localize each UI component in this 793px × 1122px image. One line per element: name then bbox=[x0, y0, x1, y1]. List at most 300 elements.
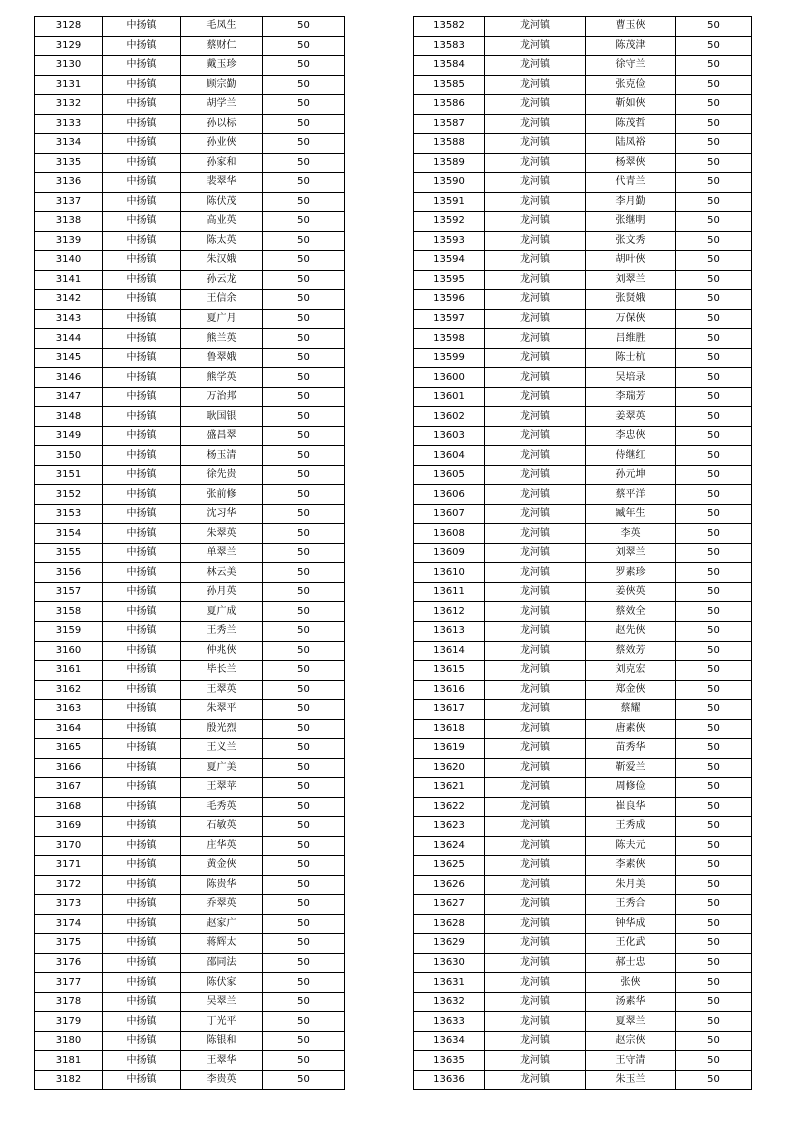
cell-name: 陆凤裕 bbox=[586, 134, 676, 154]
table-row bbox=[414, 914, 752, 934]
cell-amount: 50 bbox=[263, 914, 345, 934]
cell-id: 13634 bbox=[414, 1031, 485, 1051]
table-row bbox=[35, 700, 345, 720]
cell-town: 中扬镇 bbox=[103, 75, 181, 95]
cell-name: 苗秀华 bbox=[586, 739, 676, 759]
cell-town: 中扬镇 bbox=[103, 563, 181, 583]
table-row bbox=[35, 934, 345, 954]
cell-name: 耿国银 bbox=[181, 407, 263, 427]
cell-amount: 50 bbox=[263, 758, 345, 778]
cell-amount: 50 bbox=[676, 602, 752, 622]
cell-id: 13623 bbox=[414, 817, 485, 837]
cell-town: 龙河镇 bbox=[485, 680, 586, 700]
table-row bbox=[414, 17, 752, 37]
cell-town: 中扬镇 bbox=[103, 875, 181, 895]
cell-id: 3155 bbox=[35, 543, 103, 563]
cell-amount: 50 bbox=[676, 485, 752, 505]
cell-id: 3145 bbox=[35, 348, 103, 368]
cell-town: 龙河镇 bbox=[485, 602, 586, 622]
cell-amount: 50 bbox=[263, 992, 345, 1012]
cell-id: 3136 bbox=[35, 173, 103, 193]
cell-name: 仲兆俠 bbox=[181, 641, 263, 661]
cell-id: 13602 bbox=[414, 407, 485, 427]
cell-name: 吴培录 bbox=[586, 368, 676, 388]
cell-amount: 50 bbox=[263, 251, 345, 271]
cell-name: 陈银和 bbox=[181, 1031, 263, 1051]
cell-id: 3180 bbox=[35, 1031, 103, 1051]
cell-name: 钟华成 bbox=[586, 914, 676, 934]
cell-name: 蔡耀 bbox=[586, 700, 676, 720]
cell-town: 龙河镇 bbox=[485, 934, 586, 954]
cell-id: 3150 bbox=[35, 446, 103, 466]
table-row bbox=[414, 836, 752, 856]
cell-amount: 50 bbox=[676, 173, 752, 193]
cell-name: 徐先贵 bbox=[181, 465, 263, 485]
cell-town: 龙河镇 bbox=[485, 953, 586, 973]
cell-id: 3142 bbox=[35, 290, 103, 310]
cell-id: 13614 bbox=[414, 641, 485, 661]
cell-amount: 50 bbox=[676, 407, 752, 427]
cell-name: 王翠英 bbox=[181, 680, 263, 700]
cell-name: 刘翠兰 bbox=[586, 543, 676, 563]
cell-town: 中扬镇 bbox=[103, 739, 181, 759]
table-row bbox=[35, 290, 345, 310]
table-row bbox=[35, 173, 345, 193]
cell-name: 蒋辉太 bbox=[181, 934, 263, 954]
cell-amount: 50 bbox=[263, 797, 345, 817]
cell-id: 13621 bbox=[414, 778, 485, 798]
cell-id: 3141 bbox=[35, 270, 103, 290]
cell-town: 龙河镇 bbox=[485, 387, 586, 407]
table-row bbox=[414, 621, 752, 641]
cell-name: 郝士忠 bbox=[586, 953, 676, 973]
cell-amount: 50 bbox=[676, 446, 752, 466]
cell-amount: 50 bbox=[676, 368, 752, 388]
cell-id: 13633 bbox=[414, 1012, 485, 1032]
cell-name: 孙云龙 bbox=[181, 270, 263, 290]
cell-amount: 50 bbox=[263, 329, 345, 349]
cell-id: 13598 bbox=[414, 329, 485, 349]
cell-name: 熊兰英 bbox=[181, 329, 263, 349]
cell-town: 中扬镇 bbox=[103, 485, 181, 505]
cell-name: 王守清 bbox=[586, 1051, 676, 1071]
cell-name: 陈夫元 bbox=[586, 836, 676, 856]
cell-id: 3175 bbox=[35, 934, 103, 954]
cell-town: 龙河镇 bbox=[485, 895, 586, 915]
cell-id: 3174 bbox=[35, 914, 103, 934]
cell-town: 中扬镇 bbox=[103, 95, 181, 115]
cell-id: 3138 bbox=[35, 212, 103, 232]
table-row bbox=[35, 1070, 345, 1090]
cell-name: 蔡财仁 bbox=[181, 36, 263, 56]
cell-name: 张俠 bbox=[586, 973, 676, 993]
table-row bbox=[35, 251, 345, 271]
cell-town: 中扬镇 bbox=[103, 953, 181, 973]
cell-id: 13605 bbox=[414, 465, 485, 485]
table-row bbox=[35, 953, 345, 973]
cell-amount: 50 bbox=[263, 173, 345, 193]
cell-amount: 50 bbox=[676, 758, 752, 778]
cell-town: 中扬镇 bbox=[103, 836, 181, 856]
table-row bbox=[414, 426, 752, 446]
cell-town: 中扬镇 bbox=[103, 192, 181, 212]
cell-amount: 50 bbox=[263, 17, 345, 37]
cell-name: 庄华英 bbox=[181, 836, 263, 856]
table-row bbox=[414, 290, 752, 310]
cell-name: 吴翠兰 bbox=[181, 992, 263, 1012]
cell-id: 3156 bbox=[35, 563, 103, 583]
cell-name: 赵宗俠 bbox=[586, 1031, 676, 1051]
cell-town: 中扬镇 bbox=[103, 524, 181, 544]
table-row bbox=[414, 563, 752, 583]
cell-town: 龙河镇 bbox=[485, 290, 586, 310]
cell-town: 中扬镇 bbox=[103, 719, 181, 739]
cell-id: 13593 bbox=[414, 231, 485, 251]
cell-town: 中扬镇 bbox=[103, 504, 181, 524]
cell-amount: 50 bbox=[263, 446, 345, 466]
cell-amount: 50 bbox=[263, 114, 345, 134]
cell-id: 13607 bbox=[414, 504, 485, 524]
cell-name: 鲁翠娥 bbox=[181, 348, 263, 368]
cell-town: 中扬镇 bbox=[103, 661, 181, 681]
table-row bbox=[35, 856, 345, 876]
cell-id: 13630 bbox=[414, 953, 485, 973]
cell-id: 3172 bbox=[35, 875, 103, 895]
table-row bbox=[35, 56, 345, 76]
cell-id: 3164 bbox=[35, 719, 103, 739]
cell-town: 龙河镇 bbox=[485, 582, 586, 602]
cell-id: 3135 bbox=[35, 153, 103, 173]
cell-amount: 50 bbox=[263, 621, 345, 641]
cell-town: 中扬镇 bbox=[103, 778, 181, 798]
table-row bbox=[35, 992, 345, 1012]
cell-town: 龙河镇 bbox=[485, 914, 586, 934]
cell-name: 乔翠英 bbox=[181, 895, 263, 915]
cell-town: 龙河镇 bbox=[485, 348, 586, 368]
table-row bbox=[35, 797, 345, 817]
cell-amount: 50 bbox=[676, 36, 752, 56]
cell-town: 中扬镇 bbox=[103, 602, 181, 622]
cell-town: 中扬镇 bbox=[103, 56, 181, 76]
cell-name: 单翠兰 bbox=[181, 543, 263, 563]
cell-amount: 50 bbox=[263, 856, 345, 876]
cell-name: 戴玉珍 bbox=[181, 56, 263, 76]
cell-amount: 50 bbox=[263, 56, 345, 76]
table-row bbox=[414, 797, 752, 817]
table-row bbox=[35, 973, 345, 993]
cell-id: 3169 bbox=[35, 817, 103, 837]
cell-town: 中扬镇 bbox=[103, 153, 181, 173]
cell-id: 3162 bbox=[35, 680, 103, 700]
table-row bbox=[414, 309, 752, 329]
cell-id: 3171 bbox=[35, 856, 103, 876]
cell-name: 陈茂哲 bbox=[586, 114, 676, 134]
cell-name: 万保俠 bbox=[586, 309, 676, 329]
cell-name: 杨玉清 bbox=[181, 446, 263, 466]
table-row bbox=[414, 953, 752, 973]
cell-amount: 50 bbox=[676, 290, 752, 310]
cell-amount: 50 bbox=[263, 895, 345, 915]
table-row bbox=[414, 36, 752, 56]
cell-amount: 50 bbox=[263, 348, 345, 368]
cell-id: 13595 bbox=[414, 270, 485, 290]
cell-amount: 50 bbox=[676, 778, 752, 798]
table-row bbox=[35, 270, 345, 290]
cell-id: 13586 bbox=[414, 95, 485, 115]
cell-town: 中扬镇 bbox=[103, 407, 181, 427]
cell-name: 赵家广 bbox=[181, 914, 263, 934]
cell-town: 龙河镇 bbox=[485, 368, 586, 388]
cell-id: 3130 bbox=[35, 56, 103, 76]
cell-name: 崔良华 bbox=[586, 797, 676, 817]
cell-name: 王秀兰 bbox=[181, 621, 263, 641]
left-table bbox=[34, 16, 345, 1090]
table-row bbox=[414, 192, 752, 212]
table-row bbox=[414, 1012, 752, 1032]
cell-name: 姜俠英 bbox=[586, 582, 676, 602]
table-row bbox=[414, 504, 752, 524]
cell-town: 中扬镇 bbox=[103, 290, 181, 310]
cell-id: 13609 bbox=[414, 543, 485, 563]
table-row bbox=[414, 251, 752, 271]
cell-id: 3157 bbox=[35, 582, 103, 602]
cell-name: 陈伏茂 bbox=[181, 192, 263, 212]
cell-name: 李忠俠 bbox=[586, 426, 676, 446]
cell-town: 中扬镇 bbox=[103, 212, 181, 232]
cell-id: 13610 bbox=[414, 563, 485, 583]
cell-name: 张克俭 bbox=[586, 75, 676, 95]
cell-amount: 50 bbox=[676, 563, 752, 583]
cell-name: 李英 bbox=[586, 524, 676, 544]
cell-town: 龙河镇 bbox=[485, 856, 586, 876]
cell-town: 中扬镇 bbox=[103, 309, 181, 329]
cell-id: 3151 bbox=[35, 465, 103, 485]
cell-town: 龙河镇 bbox=[485, 95, 586, 115]
cell-id: 13635 bbox=[414, 1051, 485, 1071]
cell-name: 朱翠平 bbox=[181, 700, 263, 720]
cell-town: 龙河镇 bbox=[485, 329, 586, 349]
cell-id: 13606 bbox=[414, 485, 485, 505]
table-row bbox=[414, 348, 752, 368]
cell-town: 龙河镇 bbox=[485, 700, 586, 720]
cell-id: 13611 bbox=[414, 582, 485, 602]
cell-town: 中扬镇 bbox=[103, 895, 181, 915]
cell-town: 龙河镇 bbox=[485, 1031, 586, 1051]
cell-name: 张继明 bbox=[586, 212, 676, 232]
cell-name: 侍继红 bbox=[586, 446, 676, 466]
cell-id: 3128 bbox=[35, 17, 103, 37]
cell-id: 13616 bbox=[414, 680, 485, 700]
cell-amount: 50 bbox=[263, 836, 345, 856]
cell-name: 顾宗勤 bbox=[181, 75, 263, 95]
cell-name: 陈茂津 bbox=[586, 36, 676, 56]
cell-town: 中扬镇 bbox=[103, 680, 181, 700]
cell-name: 赵先俠 bbox=[586, 621, 676, 641]
cell-id: 13590 bbox=[414, 173, 485, 193]
cell-amount: 50 bbox=[676, 309, 752, 329]
table-row bbox=[414, 992, 752, 1012]
table-row bbox=[35, 582, 345, 602]
cell-town: 中扬镇 bbox=[103, 641, 181, 661]
cell-town: 中扬镇 bbox=[103, 856, 181, 876]
cell-amount: 50 bbox=[263, 134, 345, 154]
cell-amount: 50 bbox=[676, 797, 752, 817]
table-row bbox=[35, 348, 345, 368]
cell-name: 李贵英 bbox=[181, 1070, 263, 1090]
cell-amount: 50 bbox=[676, 641, 752, 661]
table-row bbox=[35, 914, 345, 934]
cell-amount: 50 bbox=[676, 17, 752, 37]
table-row bbox=[414, 758, 752, 778]
cell-name: 张文秀 bbox=[586, 231, 676, 251]
cell-name: 石敏英 bbox=[181, 817, 263, 837]
cell-town: 龙河镇 bbox=[485, 446, 586, 466]
cell-amount: 50 bbox=[263, 270, 345, 290]
cell-amount: 50 bbox=[263, 36, 345, 56]
cell-amount: 50 bbox=[263, 368, 345, 388]
cell-town: 龙河镇 bbox=[485, 173, 586, 193]
cell-id: 13585 bbox=[414, 75, 485, 95]
cell-name: 陈太英 bbox=[181, 231, 263, 251]
cell-name: 熊学英 bbox=[181, 368, 263, 388]
cell-amount: 50 bbox=[263, 953, 345, 973]
cell-town: 龙河镇 bbox=[485, 270, 586, 290]
cell-name: 毛凤生 bbox=[181, 17, 263, 37]
table-row bbox=[35, 563, 345, 583]
cell-amount: 50 bbox=[263, 95, 345, 115]
cell-amount: 50 bbox=[263, 582, 345, 602]
cell-amount: 50 bbox=[263, 1051, 345, 1071]
cell-town: 龙河镇 bbox=[485, 1070, 586, 1090]
cell-town: 中扬镇 bbox=[103, 582, 181, 602]
cell-town: 龙河镇 bbox=[485, 973, 586, 993]
cell-town: 龙河镇 bbox=[485, 407, 586, 427]
cell-id: 3158 bbox=[35, 602, 103, 622]
cell-amount: 50 bbox=[263, 212, 345, 232]
cell-id: 13591 bbox=[414, 192, 485, 212]
cell-id: 3178 bbox=[35, 992, 103, 1012]
cell-id: 13627 bbox=[414, 895, 485, 915]
cell-amount: 50 bbox=[676, 582, 752, 602]
table-row bbox=[414, 153, 752, 173]
table-row bbox=[414, 134, 752, 154]
table-row bbox=[35, 368, 345, 388]
table-row bbox=[414, 446, 752, 466]
cell-name: 李月勤 bbox=[586, 192, 676, 212]
cell-town: 龙河镇 bbox=[485, 212, 586, 232]
cell-amount: 50 bbox=[263, 934, 345, 954]
cell-name: 殷光烈 bbox=[181, 719, 263, 739]
cell-id: 3148 bbox=[35, 407, 103, 427]
cell-town: 中扬镇 bbox=[103, 368, 181, 388]
cell-town: 中扬镇 bbox=[103, 348, 181, 368]
cell-amount: 50 bbox=[263, 309, 345, 329]
table-row bbox=[35, 387, 345, 407]
table-row bbox=[414, 56, 752, 76]
table-row bbox=[414, 1070, 752, 1090]
cell-name: 夏翠兰 bbox=[586, 1012, 676, 1032]
cell-id: 3163 bbox=[35, 700, 103, 720]
table-row bbox=[35, 602, 345, 622]
table-row bbox=[414, 719, 752, 739]
cell-name: 王翠苹 bbox=[181, 778, 263, 798]
table-row bbox=[35, 836, 345, 856]
cell-town: 中扬镇 bbox=[103, 1012, 181, 1032]
cell-amount: 50 bbox=[676, 465, 752, 485]
cell-amount: 50 bbox=[263, 700, 345, 720]
cell-id: 3176 bbox=[35, 953, 103, 973]
table-row bbox=[35, 758, 345, 778]
table-row bbox=[35, 543, 345, 563]
cell-name: 吕维胜 bbox=[586, 329, 676, 349]
cell-name: 毕长兰 bbox=[181, 661, 263, 681]
table-row bbox=[35, 426, 345, 446]
cell-town: 龙河镇 bbox=[485, 426, 586, 446]
cell-id: 13618 bbox=[414, 719, 485, 739]
cell-id: 13601 bbox=[414, 387, 485, 407]
cell-town: 中扬镇 bbox=[103, 231, 181, 251]
cell-town: 龙河镇 bbox=[485, 524, 586, 544]
table-row bbox=[414, 700, 752, 720]
cell-amount: 50 bbox=[263, 387, 345, 407]
cell-town: 龙河镇 bbox=[485, 621, 586, 641]
cell-id: 13629 bbox=[414, 934, 485, 954]
table-row bbox=[35, 1031, 345, 1051]
cell-town: 龙河镇 bbox=[485, 251, 586, 271]
cell-id: 3167 bbox=[35, 778, 103, 798]
table-row bbox=[35, 875, 345, 895]
cell-town: 中扬镇 bbox=[103, 817, 181, 837]
table-row bbox=[35, 739, 345, 759]
cell-id: 3159 bbox=[35, 621, 103, 641]
cell-id: 3154 bbox=[35, 524, 103, 544]
cell-id: 13625 bbox=[414, 856, 485, 876]
cell-name: 周修俭 bbox=[586, 778, 676, 798]
cell-id: 3131 bbox=[35, 75, 103, 95]
cell-name: 朱玉兰 bbox=[586, 1070, 676, 1090]
cell-amount: 50 bbox=[676, 426, 752, 446]
cell-amount: 50 bbox=[263, 778, 345, 798]
cell-id: 13619 bbox=[414, 739, 485, 759]
table-row bbox=[414, 661, 752, 681]
cell-id: 13608 bbox=[414, 524, 485, 544]
cell-id: 3173 bbox=[35, 895, 103, 915]
cell-town: 中扬镇 bbox=[103, 270, 181, 290]
cell-town: 中扬镇 bbox=[103, 543, 181, 563]
table-row bbox=[414, 817, 752, 837]
cell-name: 姜翠英 bbox=[586, 407, 676, 427]
cell-amount: 50 bbox=[263, 1031, 345, 1051]
cell-town: 龙河镇 bbox=[485, 114, 586, 134]
table-row bbox=[35, 134, 345, 154]
cell-name: 唐素俠 bbox=[586, 719, 676, 739]
cell-name: 朱汉娥 bbox=[181, 251, 263, 271]
cell-id: 13622 bbox=[414, 797, 485, 817]
cell-town: 龙河镇 bbox=[485, 153, 586, 173]
table-row bbox=[414, 934, 752, 954]
table-row bbox=[35, 504, 345, 524]
cell-amount: 50 bbox=[263, 407, 345, 427]
table-row bbox=[35, 446, 345, 466]
cell-town: 龙河镇 bbox=[485, 836, 586, 856]
cell-name: 裴翠华 bbox=[181, 173, 263, 193]
cell-amount: 50 bbox=[263, 602, 345, 622]
cell-amount: 50 bbox=[676, 836, 752, 856]
cell-name: 盛昌翠 bbox=[181, 426, 263, 446]
cell-amount: 50 bbox=[676, 1031, 752, 1051]
cell-name: 朱翠英 bbox=[181, 524, 263, 544]
cell-name: 胡叶俠 bbox=[586, 251, 676, 271]
